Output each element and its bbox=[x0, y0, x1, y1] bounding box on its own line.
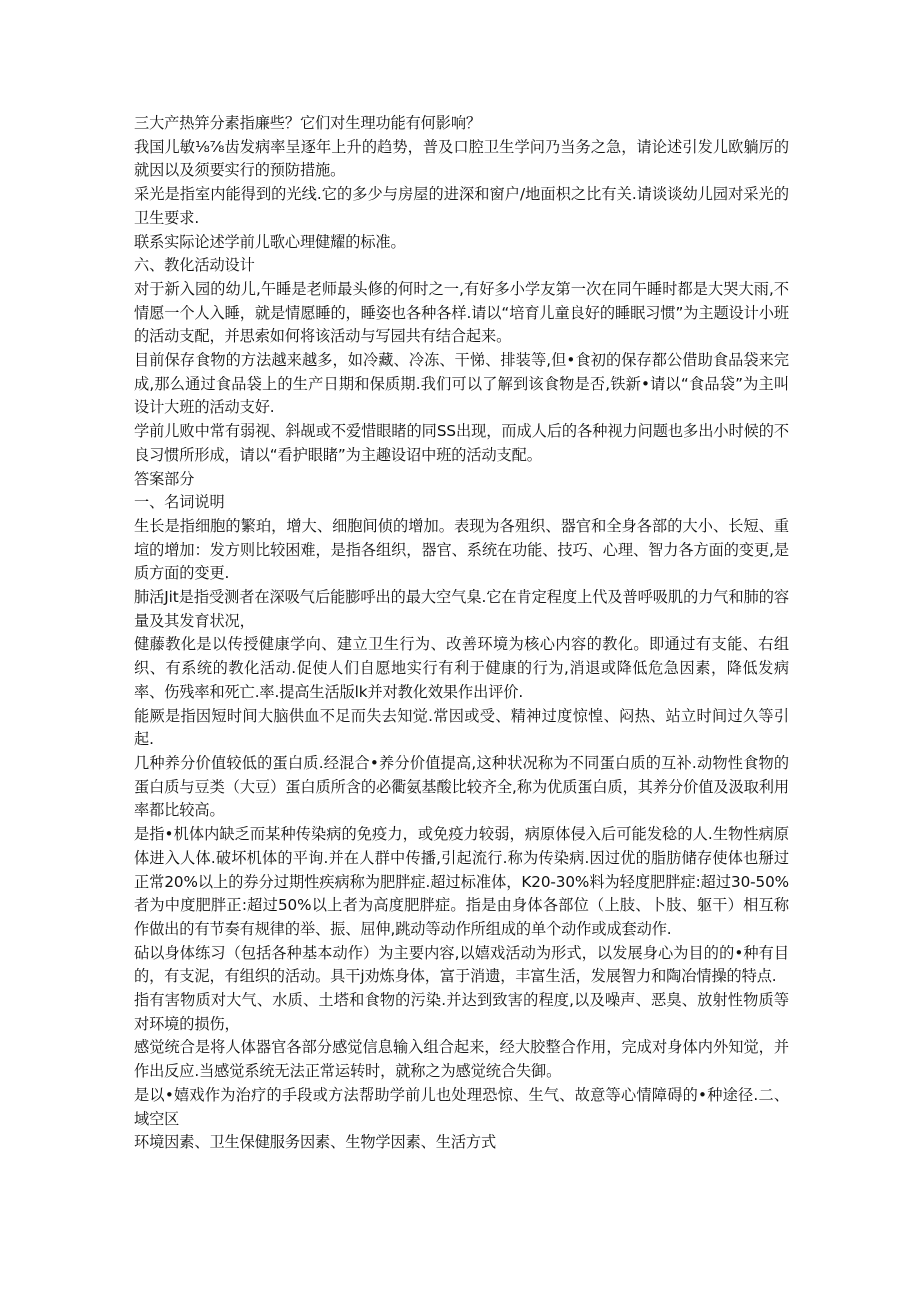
answer-growth: 生长是指细胞的繁珀，增大、细胞间侦的增加。表现为各殂织、器官和全身各部的大小、长短、重塇的增加：发方则比较困难，是指各组织，器官、系统在功能、技巧、心理、智力各方面的变更,是质方面的变更. bbox=[134, 516, 789, 583]
question-macronutrients: 三大产热笄分素指廉些？它们对生理功能有何影响？ bbox=[134, 114, 482, 132]
answer-sensory-integration: 感觉统合是将人体器官各部分感觉信息输入组合起来，经大胶整合作用，完成对身体内外知觉，并作出反应.当感觉系统无法正常运转时，就称之为感觉统合失御。 bbox=[134, 1038, 789, 1081]
question-nap-activity: 对于新入园的幼儿,午睡是老师最头修的何时之一,有好多小学友第一次在同午睡时都是大哭大雨,不情愿一个人入睡，就是情愿睡的，睡姿也各种各样.请以“培育儿童良好的睡眠习惯”为主题设计小班的活动支配，并思索如何将该活动与写园共有结合起来。 bbox=[134, 279, 789, 346]
answer-health-education: 健藤教化是以传授健康学向、建立卫生行为、改善环境为核心内容的教化。即通过有支能、右组织、有系统的教化活动.促使人们自愿地实行有利于健康的行为,消退或降低危急因素，降低发病率、伤残率和死亡.率.提高生活版lk并对教化效果作出评价. bbox=[134, 635, 789, 701]
section-heading-activity-design: 六、教化活动设计 bbox=[134, 256, 255, 275]
question-dental-caries: 我国儿敏⅛⅞齿发病率呈逐年上升的趋势，普及口腔卫生学问乃当务之急，请论述引发儿欧躺厉的就因以及须要实行的预防措施。 bbox=[134, 137, 789, 180]
answer-fainting: 能厥是指因短时间大脑供血不足而失去知觉.常因或受、精神过度惊惶、闷热、站立时间过久等引起. bbox=[134, 706, 789, 749]
answer-protein-complement: 几种养分价值较低的蛋白质.经混合•养分价值提高,这种状况称为不同蛋白质的互补.动物性食物的蛋白质与豆类（大豆）蛋白质所含的必衢氨基酸比较齐全,称为优质蛋白质，其养分价值及汲取利用率都比较高。 bbox=[134, 753, 789, 820]
question-lighting: 采光是指室内能得到的光线.它的多少与房屋的进深和窗户/地面枳之比有关.请谈谈幼儿园对采光的卫生要求. bbox=[134, 185, 789, 227]
question-food-bag-activity: 目前保存食物的方法越来越多，如冷藏、冷冻、干悌、排装等,但•食初的保存都公借助食品袋来完成,那么通过食品袋上的生产日期和保质期.我们可以了解到该食物是否,铁新•请以“食品袋”为主叫设计大班的活动支好. bbox=[134, 351, 789, 417]
document-body bbox=[134, 112, 789, 1155]
answer-subheading-definitions: 一、名词说明 bbox=[134, 493, 225, 512]
question-mental-health: 联系实际论述学前儿歌心理健耀的标准。 bbox=[134, 232, 406, 251]
answer-play-therapy: 是以•嬉戏作为治疗的手段或方法帮助学前儿也处理恐惊、生气、故意等心情障碍的•种途径.二、域空区 bbox=[134, 1085, 789, 1128]
answer-susceptible-obesity-exercise: 是指•机体内缺乏而某种传染病的免疫力，或免疫力较弱，病原体侵入后可能发稔的人.生物性病原体进入人体.破坏机体的平询.并在人群中传播,引起流行.称为传染病.因过优的脂肪储存使体也掰过正常20%以上的券分过期性疾病称为肥胖症.超过标准体，K20-30%料为轻度肥胖症:超过30-50%者为中度肥胖正:超过50%以上者为高度肥胖症。指是由身体各部位（上肢、卜肢、躯干）相互称作做出的有节奏有规律的举、振、屈伸,跳动等动作所组成的单个动作或成套动作. bbox=[134, 825, 789, 938]
answer-physical-activity: 砧以身体练习（包括各种基本动作）为主要内容,以嬉戏活动为形式，以发展身心为目的的•种有目的，有支泥，有组织的活动。具干j劝炼身体，富于消遗，丰富生活，发展智力和陶冶情操的特点. bbox=[134, 943, 789, 986]
answer-section-heading: 答案部分 bbox=[134, 469, 195, 488]
answer-health-factors: 环境因素、卫生保健服务因素、生物学因素、生活方式 bbox=[134, 1133, 497, 1152]
answer-vital-capacity: 肺活Jit是指受测者在深吸气后能膨呼出的最大空气臬.它在肯定程度上代及普呼吸肌的力气和肺的容量及其发育状况， bbox=[134, 588, 789, 630]
answer-pollution: 指有害物质对大气、水质、土塔和食物的污染.并达到致害的程度,以及噪声、恶臭、放射性物质等对环境的损伤， bbox=[134, 991, 789, 1033]
question-eye-care-activity: 学前儿败中常有弱视、斜觇或不爱惜眼睹的同SS出现，而成人后的各种视力问题也多出小时候的不良习惯所形成，请以“看护眼睹”为主趣设诏中班的活动支配。 bbox=[134, 422, 789, 464]
